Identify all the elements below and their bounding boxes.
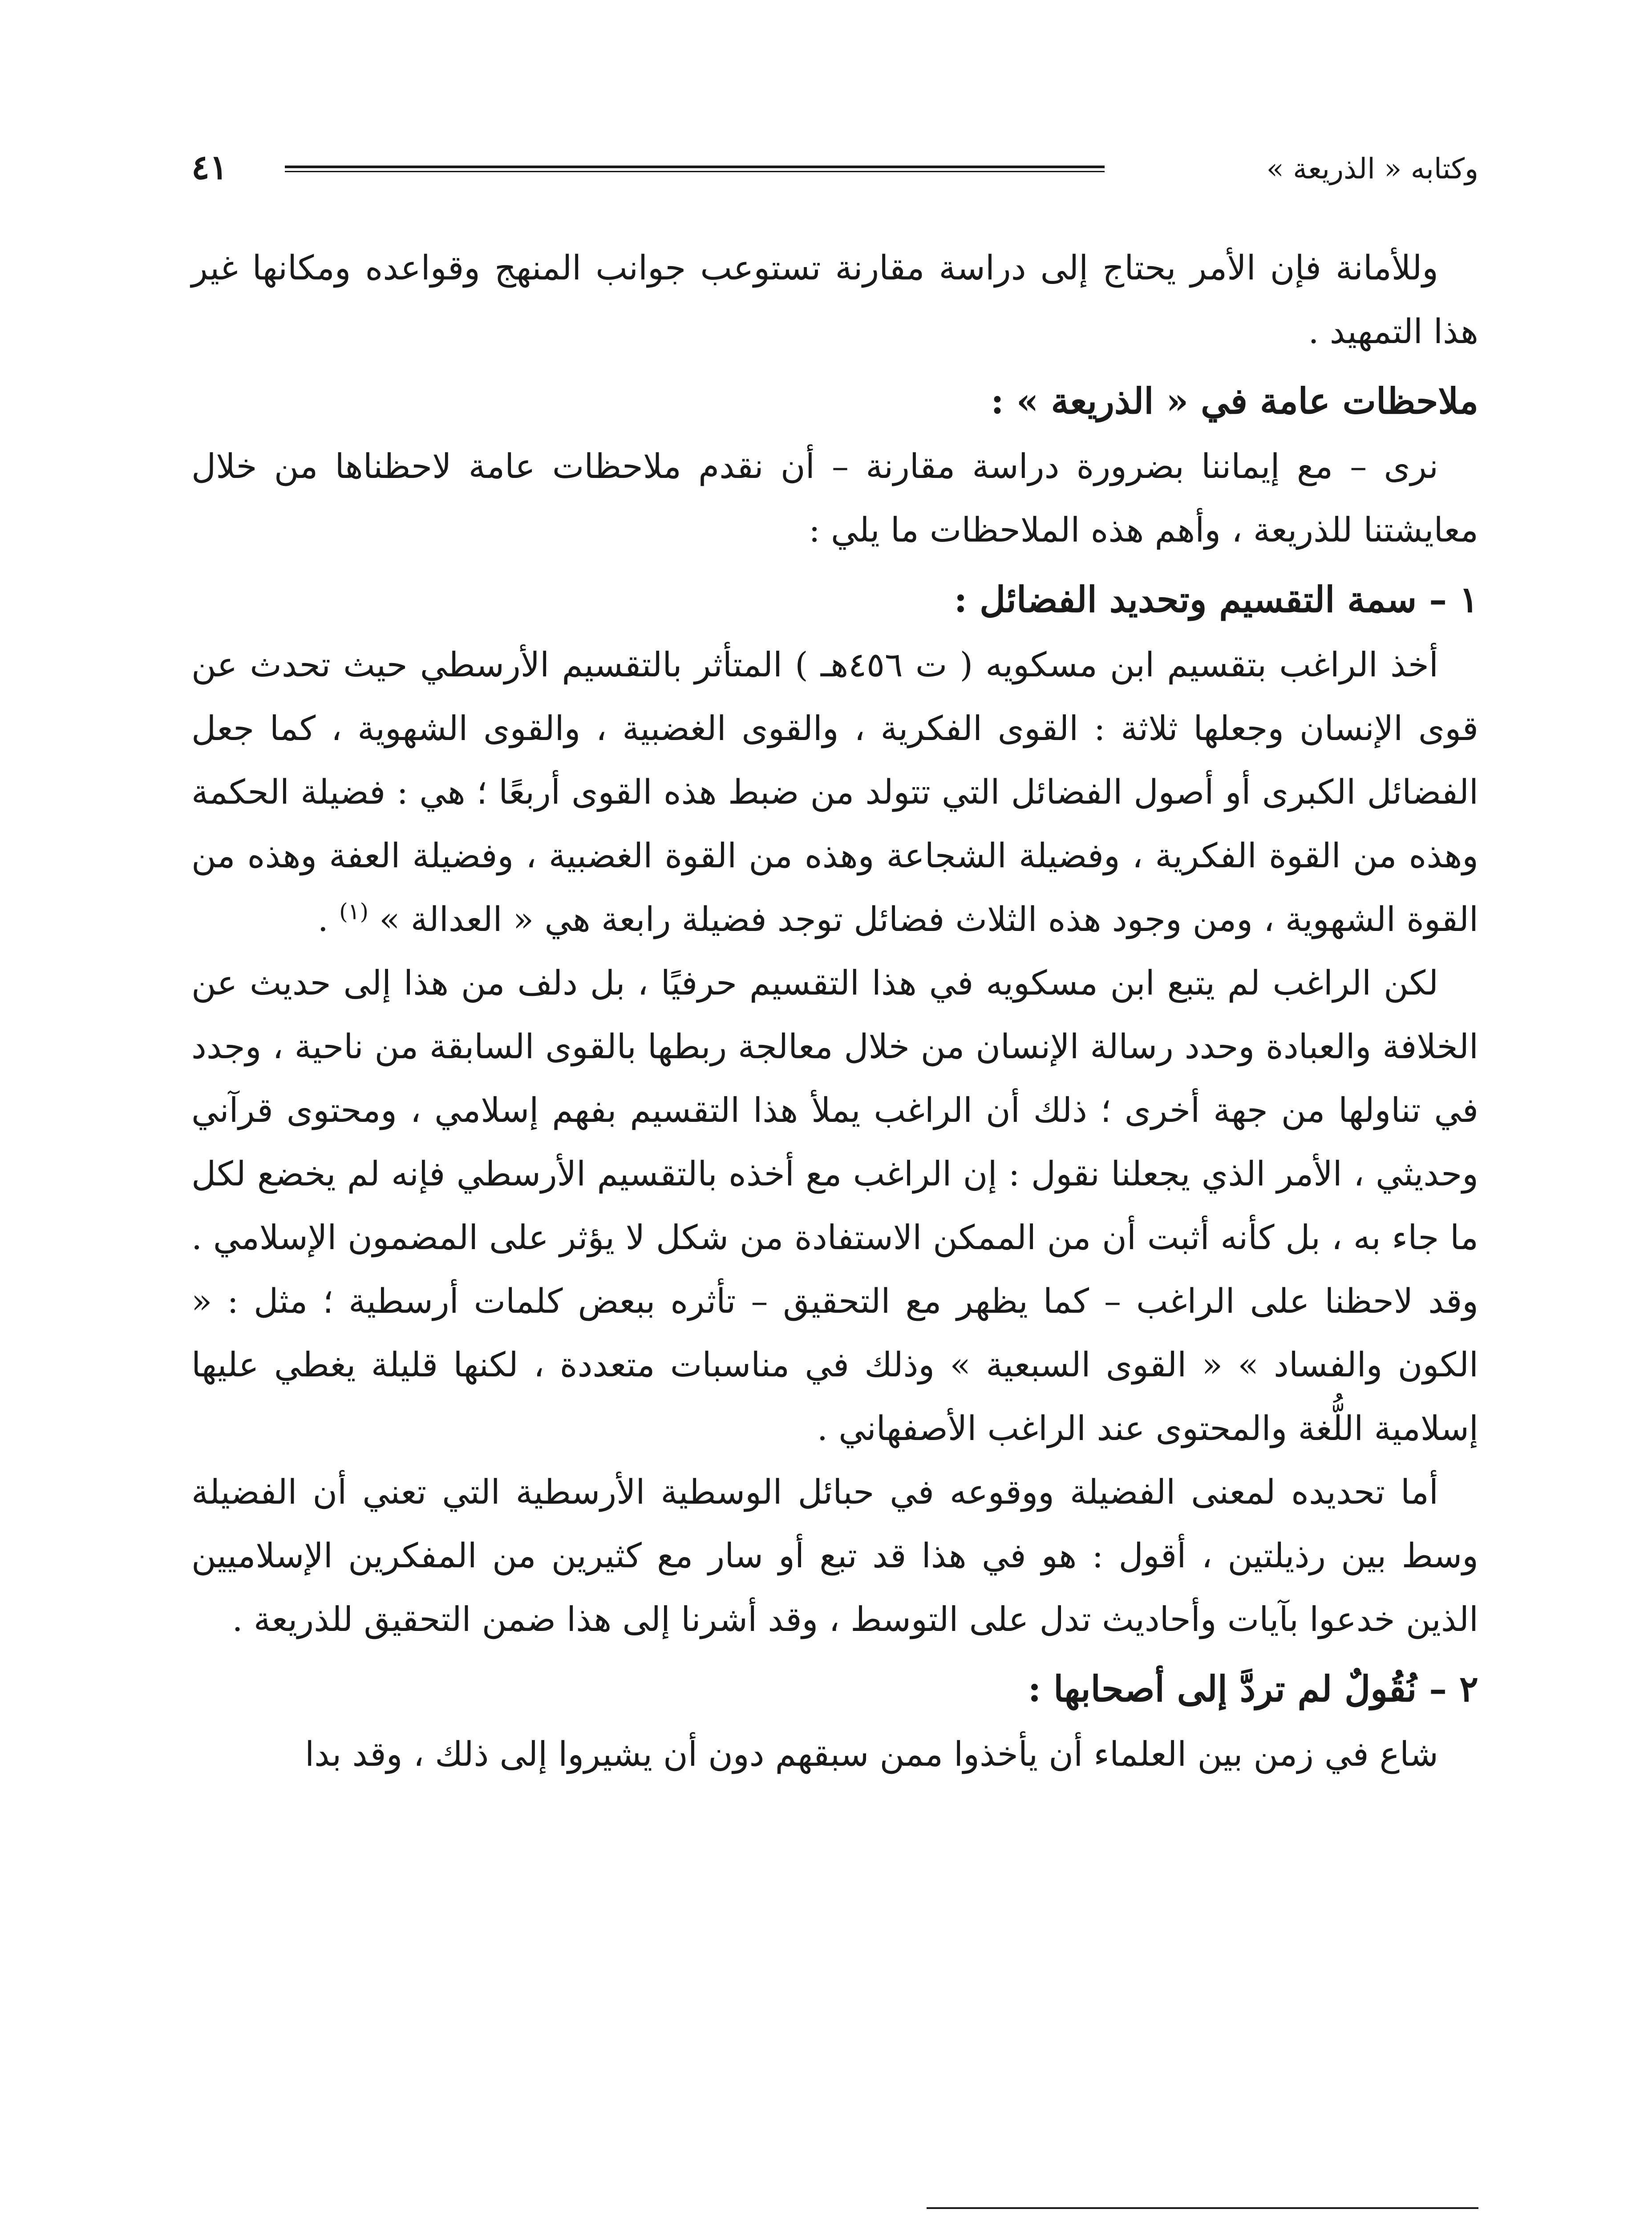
footnote-rule — [927, 2207, 1478, 2209]
running-header — [191, 147, 1478, 196]
section-heading: ملاحظات عامة في « الذريعة » : — [991, 380, 1478, 422]
running-header-title: وكتابه « الذريعة » — [1266, 153, 1478, 186]
section-heading: ١ – سمة التقسيم وتحديد الفضائل : — [954, 578, 1478, 620]
paragraph: أما تحديده لمعنى الفضيلة ووقوعه في حبائل الوسطية الأرسطية التي تعني أن الفضيلة وسط بين رذيلتين ، أقول : هو في هذا قد تبع أو سار مع كثيرين من المفكرين الإسلاميين الذين خدعوا بآيات وأحاديث تدل على التوسط ، وقد أشرنا إلى هذا ضمن التحقيق للذريعة . — [191, 1472, 1478, 1639]
body-text — [191, 236, 1478, 1786]
paragraph: نرى – مع إيماننا بضرورة دراسة مقارنة – أن نقدم ملاحظات عامة لاحظناها من خلال معايشتنا للذريعة ، وأهم هذه الملاحظات ما يلي : — [191, 446, 1478, 550]
section-heading: ٢ – نُقُولٌ لم تردَّ إلى أصحابها : — [1028, 1668, 1478, 1710]
paragraph-text: أخذ الراغب بتقسيم ابن مسكويه ( ت ٤٥٦هـ ) المتأثر بالتقسيم الأرسطي حيث تحدث عن قوى الإنسان وجعلها ثلاثة : القوى الفكرية ، والقوى الغضبية ، والقوى الشهوية ، كما جعل الفضائل الكبرى أو أصول الفضائل التي تتولد من ضبط هذه القوى أربعًا ؛ هي : فضيلة الحكمة وهذه من القوة الفكرية ، وفضيلة الشجاعة وهذه من القوة الغضبية ، وفضيلة العفة وهذه من القوة الشهوية ، ومن وجود هذه الثلاث فضائل توجد فضيلة رابعة هي « العدالة » — [191, 645, 1479, 939]
paragraph — [191, 633, 1478, 951]
page-number: ٤١ — [191, 147, 228, 187]
header-rule — [285, 166, 1105, 172]
paragraph: وللأمانة فإن الأمر يحتاج إلى دراسة مقارنة تستوعب جوانب المنهج وقواعده ومكانها غير هذا التمهيد . — [191, 248, 1478, 351]
footnote-marker: (١) — [339, 898, 368, 925]
paragraph-tail: . — [317, 899, 340, 939]
paragraph: لكن الراغب لم يتبع ابن مسكويه في هذا التقسيم حرفيًا ، بل دلف من هذا إلى حديث عن الخلافة والعبادة وحدد رسالة الإنسان من خلال معالجة ربطها بالقوى السابقة من ناحية ، وجدد في تناولها من جهة أخرى ؛ ذلك أن الراغب يملأ هذا التقسيم بفهم إسلامي ، ومحتوى قرآني وحديثي ، الأمر الذي يجعلنا نقول : إن الراغب مع أخذه بالتقسيم الأرسطي فإنه لم يخضع لكل ما جاء به ، بل كأنه أثبت أن من الممكن الاستفادة من شكل لا يؤثر على المضمون الإسلامي . وقد لاحظنا على الراغب – كما يظهر مع التحقيق – تأثره ببعض كلمات أرسطية ؛ مثل : « الكون والفساد » « القوى السبعية » وذلك في مناسبات متعددة ، لكنها قليلة يغطي عليها إسلامية اللُّغة والمحتوى عند الراغب الأصفهاني . — [191, 963, 1479, 1448]
paragraph: شاع في زمن بين العلماء أن يأخذوا ممن سبقهم دون أن يشيروا إلى ذلك ، وقد بدا — [305, 1734, 1438, 1774]
